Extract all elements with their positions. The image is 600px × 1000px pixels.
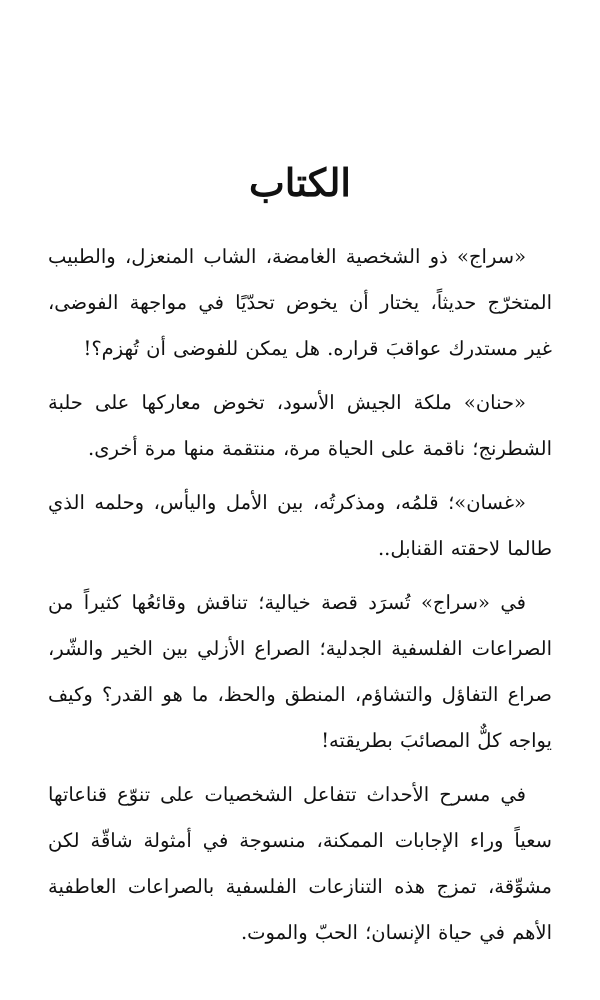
book-page <box>48 0 552 1000</box>
paragraph-hanan: «حنان» ملكة الجيش الأسود، تخوض معاركها على حلبة الشطرنج؛ ناقمة على الحياة مرة، منتقمة منها مرة أخرى. <box>48 391 552 460</box>
paragraph-story-themes: في «سراج» تُسرَد قصة خيالية؛ تناقش وقائعُها كثيراً من الصراعات الفلسفية الجدلية؛ الصراع الأزلي بين الخير والشّر، صراع التفاؤل والتشاؤم، المنطق والحظ، ما هو القدر؟ وكيف يواجه كلٌّ المصائبَ بطريقته! <box>48 591 552 752</box>
blurb-text <box>48 234 552 964</box>
paragraph-characters: في مسرح الأحداث تتفاعل الشخصيات على تنوّع قناعاتها سعياً وراء الإجابات الممكنة، منسوجة في أمثولة شاقّة لكن مشوِّقة، تمزج هذه التنازعات الفلسفية بالصراعات العاطفية الأهم في حياة الإنسان؛ الحبّ والموت. <box>48 783 552 944</box>
paragraph-siraj-intro: «سراج» ذو الشخصية الغامضة، الشاب المنعزل، والطبيب المتخرّج حديثاً، يختار أن يخوض تحدّيًا في مواجهة الفوضى، غير مستدرك عواقبَ قراره. هل يمكن للفوضى أن تُهزم؟! <box>48 245 552 360</box>
paragraph-ghassan: «غسان»؛ قلمُه، ومذكرتُه، بين الأمل واليأس، وحلمه الذي طالما لاحقته القنابل.. <box>48 491 552 560</box>
page-title: الكتاب <box>249 160 351 206</box>
